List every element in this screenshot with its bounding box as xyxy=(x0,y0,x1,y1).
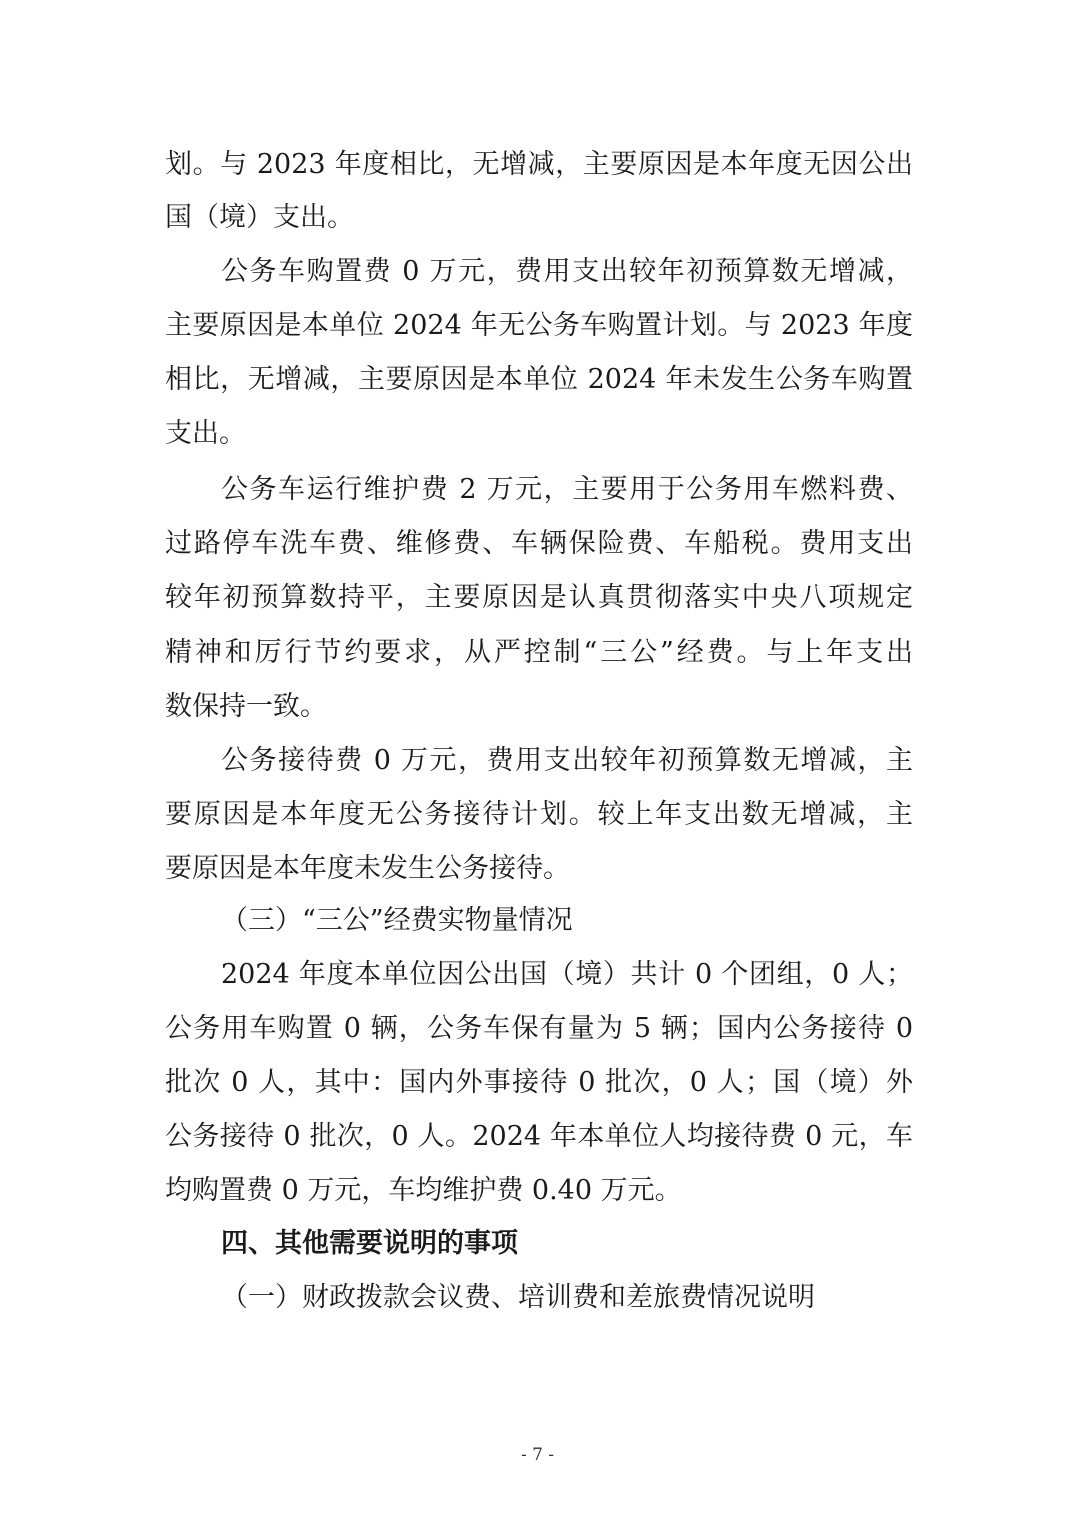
paragraph-line: 要原因是本年度未发生公务接待。 xyxy=(165,853,570,884)
paragraph-line: 要原因是本年度无公务接待计划。较上年支出数无增减，主 xyxy=(165,799,913,830)
paragraph-line: 较年初预算数持平，主要原因是认真贯彻落实中央八项规定 xyxy=(165,582,913,613)
paragraph-line: 主要原因是本单位 2024 年无公务车购置计划。与 2023 年度 xyxy=(165,310,913,341)
section-heading: （三）“三公”经费实物量情况 xyxy=(221,905,573,936)
paragraph-line: 公务车运行维护费 2 万元，主要用于公务用车燃料费、 xyxy=(221,474,913,505)
page-number: - 7 - xyxy=(520,1445,555,1465)
paragraph-line: 支出。 xyxy=(165,418,246,449)
paragraph-line: 批次 0 人，其中：国内外事接待 0 批次，0 人；国（境）外 xyxy=(165,1067,913,1098)
paragraph-line: 国（境）支出。 xyxy=(165,202,354,233)
paragraph-line: 划。与 2023 年度相比，无增减，主要原因是本年度无因公出 xyxy=(165,149,913,180)
paragraph-line: 均购置费 0 万元，车均维护费 0.40 万元。 xyxy=(165,1175,682,1206)
paragraph-line: 公务用车购置 0 辆，公务车保有量为 5 辆；国内公务接待 0 xyxy=(165,1013,913,1044)
paragraph-line: 数保持一致。 xyxy=(165,691,327,722)
paragraph-line: 公务接待费 0 万元，费用支出较年初预算数无增减，主 xyxy=(221,745,913,776)
paragraph-line: 2024 年度本单位因公出国（境）共计 0 个团组，0 人； xyxy=(221,959,913,990)
paragraph-line: 公务车购置费 0 万元，费用支出较年初预算数无增减， xyxy=(221,256,913,287)
section-heading: 四、其他需要说明的事项 xyxy=(221,1228,518,1259)
paragraph-line: 相比，无增减，主要原因是本单位 2024 年未发生公务车购置 xyxy=(165,364,913,395)
subsection-heading: （一）财政拨款会议费、培训费和差旅费情况说明 xyxy=(221,1282,815,1313)
paragraph-line: 过路停车洗车费、维修费、车辆保险费、车船税。费用支出 xyxy=(165,528,913,559)
paragraph-line: 公务接待 0 批次，0 人。2024 年本单位人均接待费 0 元，车 xyxy=(165,1121,913,1152)
paragraph-line: 精神和厉行节约要求，从严控制“三公”经费。与上年支出 xyxy=(165,637,913,668)
